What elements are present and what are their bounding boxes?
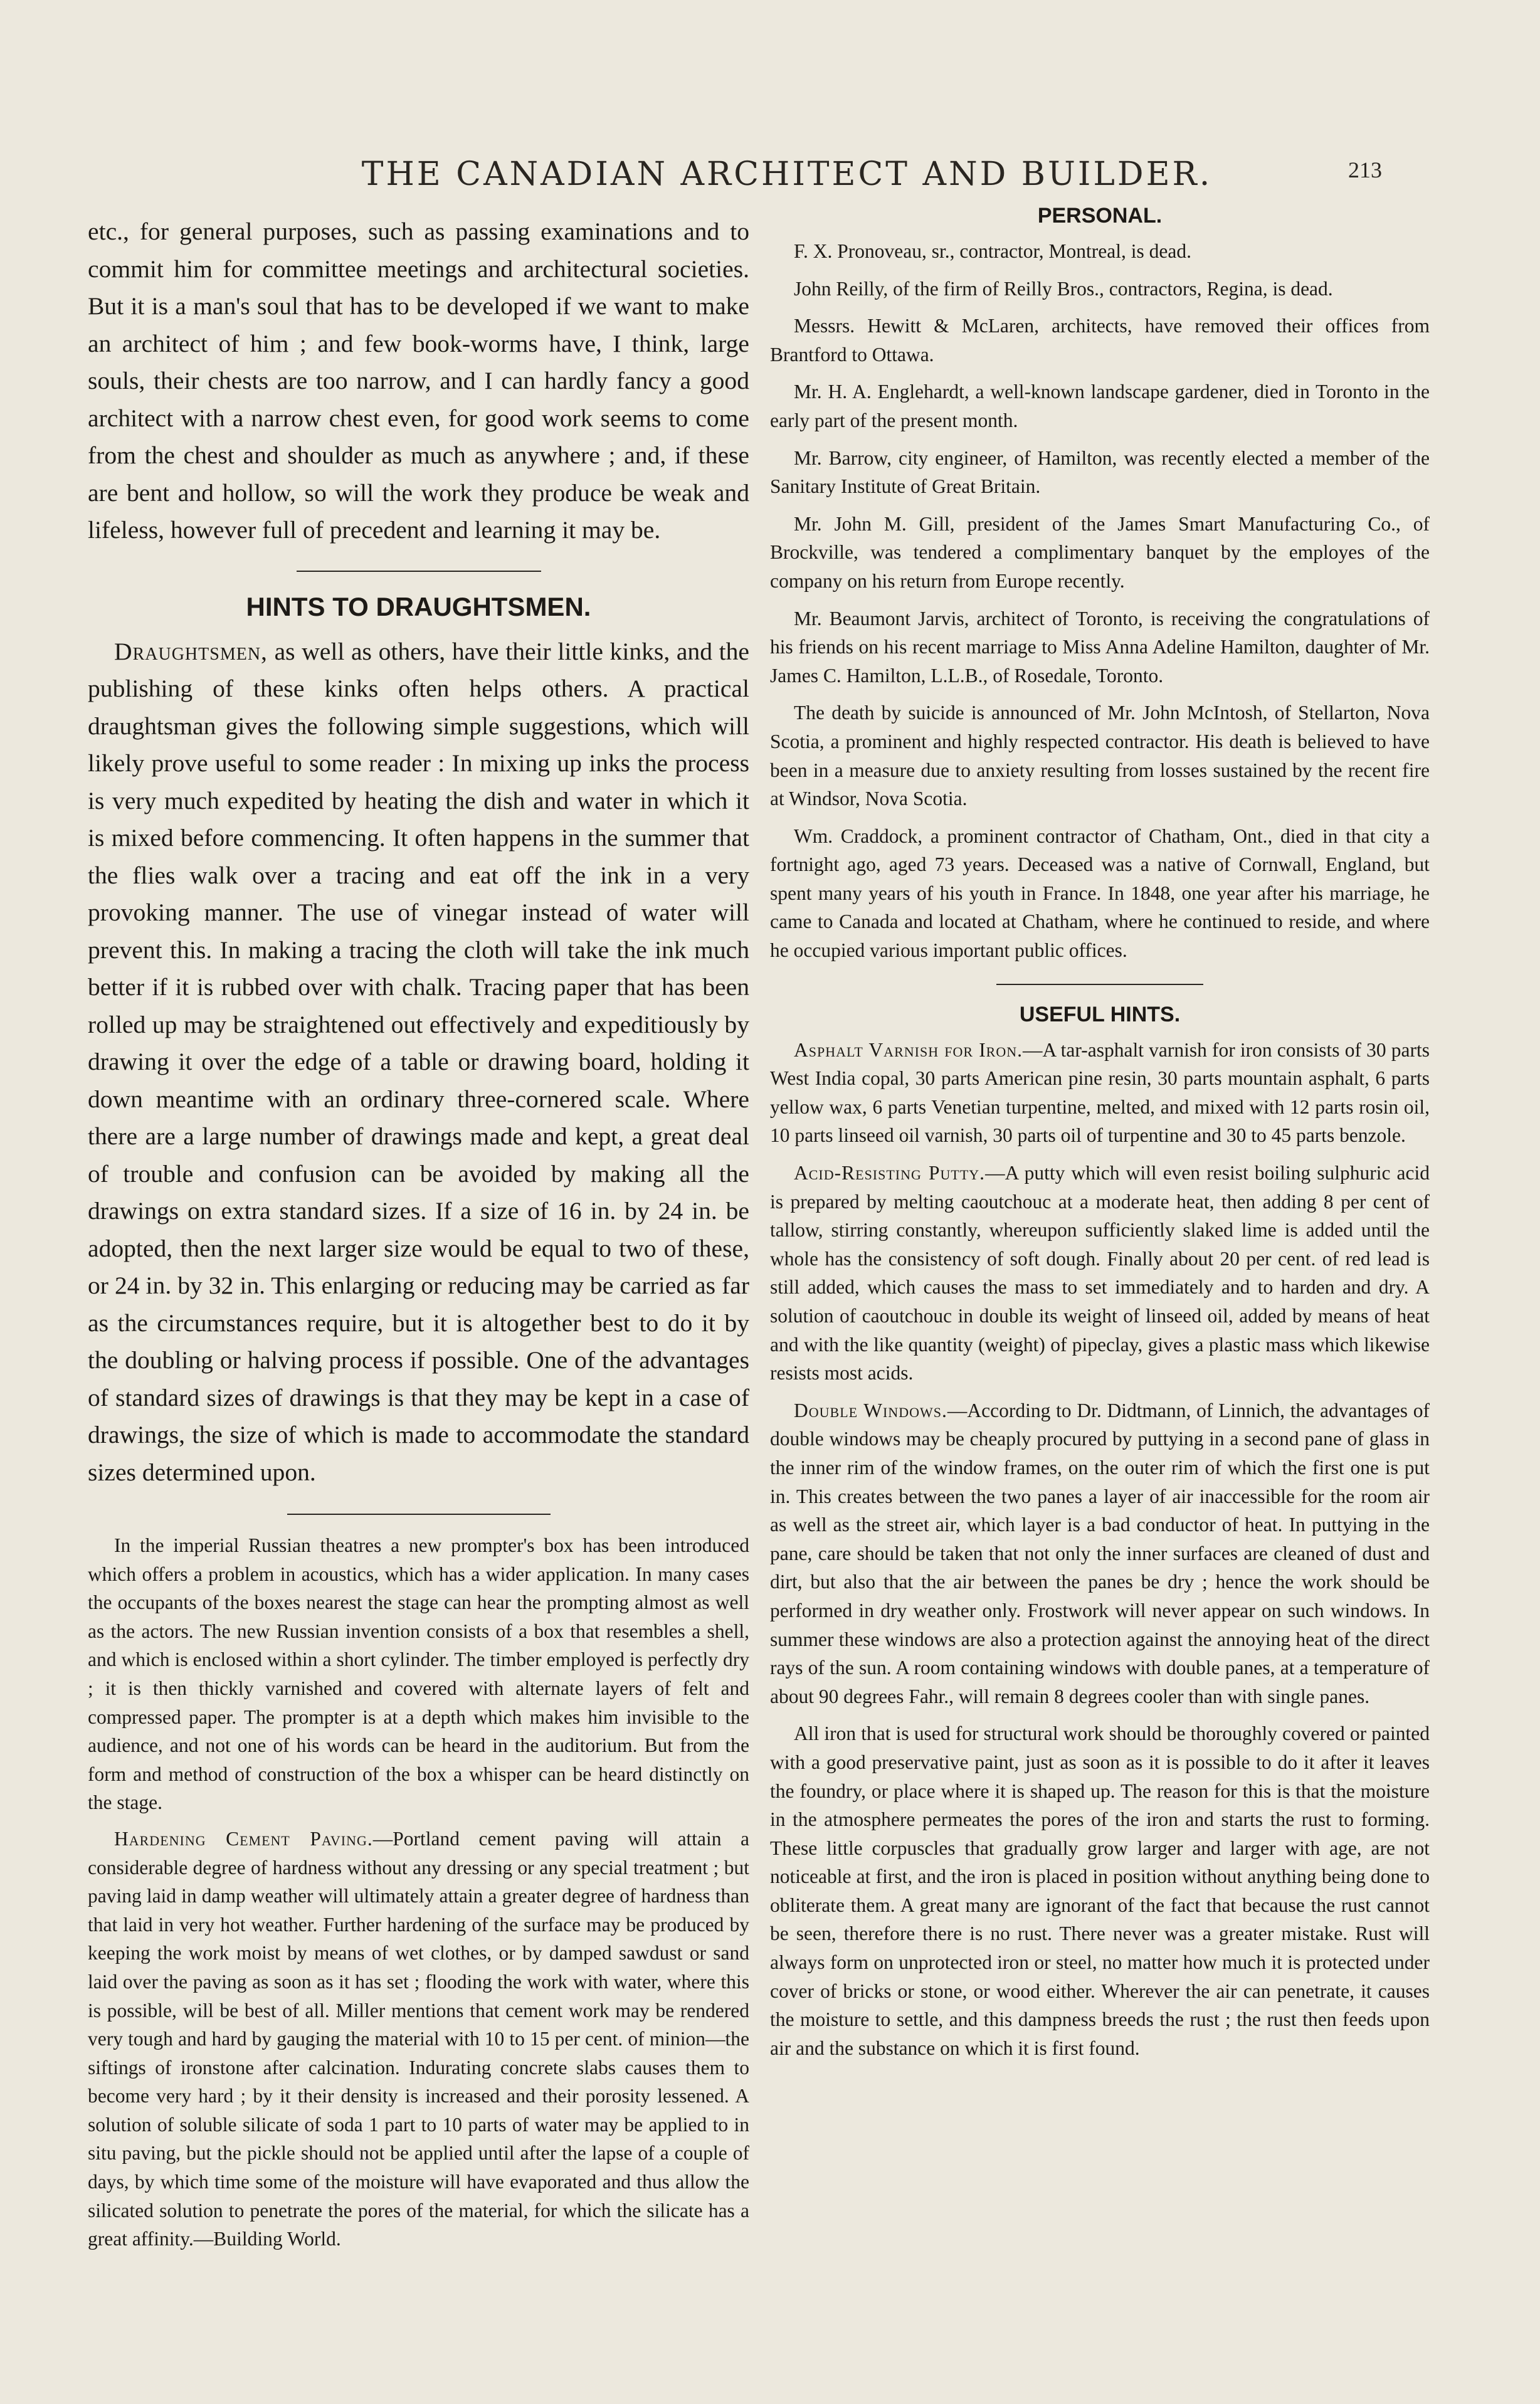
hint-asphalt-varnish: [770, 1036, 1430, 1150]
cement-paragraph: [88, 1825, 749, 2254]
personal-item: The death by suicide is announced of Mr. John McIntosh, of Stellarton, Nova Scotia, a prominent and highly respected contractor. His death is believed to have been in a measure due to anxiety resulting from losses sustained by the recent fire at Windsor, Nova Scotia.: [770, 702, 1430, 810]
hints-body: as well as others, have their little kinks, and the publishing of these kinks often helps others. A practical draughtsman gives the following simple suggestions, which will likely prove useful to some reader : In mixing up inks the process is very much expedited by heating the dish and water in which it is mixed before commencing. It often happens in the summer that the flies walk over a tracing and eat off the ink in a very provoking manner. The use of vinegar instead of water will prevent this. In making a tracing the cloth will take the ink much better if it is rubbed over with chalk. Tracing paper that has been rolled up may be straightened out effectively and expeditiously by drawing it over the edge of a table or drawing board, holding it down meantime with an ordinary three-cornered scale. Where there are a large number of drawings made and kept, a great deal of trouble and confusion can be avoided by making all the drawings on extra standard sizes. If a size of 16 in. by 24 in. be adopted, then the next larger size would be equal to two of these, or 24 in. by 32 in. This enlarging or reducing may be carried as far as the circumstances require, but it is altogether best to do it by the doubling or halving process if possible. One of the advantages of standard sizes of drawings is that they may be kept in a case of drawings, the size of which is made to accommodate the standard sizes determined upon.: [88, 637, 749, 1486]
personal-item: Mr. John M. Gill, president of the James Smart Manufacturing Co., of Brockville, was tendered a complimentary banquet by the employes of the company on his return from Europe recently.: [770, 512, 1430, 592]
hint-body: —A tar-asphalt varnish for iron consists of 30 parts West India copal, 30 parts American pine resin, 30 parts mountain asphalt, 6 parts yellow wax, 6 parts Venetian turpentine, melted, and mixed with 12 parts rosin oil, 10 parts linseed oil varnish, 30 parts oil of turpentine and 30 to 45 parts benzole.: [770, 1038, 1430, 1147]
personal-item: Mr. H. A. Englehardt, a well-known landscape gardener, died in Toronto in the early part of the present month.: [770, 381, 1430, 431]
personal-heading: PERSONAL.: [1037, 204, 1163, 228]
hint-body: —A putty which will even resist boiling sulphuric acid is prepared by melting caoutchouc at a moderate heat, then adding 8 per cent of tallow, stirring constantly, whereupon sufficiently slaked lime is added until the whole has the consistency of soft dough. Finally about 20 per cent. of red lead is still added, which causes the mass to set immediately and to harden and dry. A solution of caoutchouc in double its weight of linseed oil, added by means of heat and with the like quantity (weight) of pipeclay, gives a plastic mass which likewise resists most acids.: [770, 1162, 1430, 1384]
intro-paragraph: etc., for general purposes, such as passing examinations and to commit him for committee meetings and architectural societies. But it is a man's soul that has to be developed if we want to make an architect of him ; and few book-worms have, I think, large souls, their chests are too narrow, and I can hardly fancy a good architect with a narrow chest even, for good work seems to come from the chest and shoulder as much as anywhere ; and, if these are bent and hollow, so will the work they produce be weak and lifeless, however full of precedent and learning it may be.: [88, 218, 749, 544]
hint-double-windows: [770, 1396, 1430, 1711]
hint-lead: Acid-Resisting Putty.: [794, 1162, 986, 1184]
personal-item: F. X. Pronoveau, sr., contractor, Montreal, is dead.: [794, 240, 1191, 262]
useful-hints-heading: USEFUL HINTS.: [1019, 1002, 1181, 1026]
divider: [297, 571, 541, 572]
personal-list: [770, 237, 1430, 965]
cement-body: —Portland cement paving will attain a considerable degree of hardness without any dressing or any special treatment ; but paving laid in damp weather will ultimately attain a greater degree of hardness than that laid in very hot weather. Further hardening of the surface may be produced by keeping the work moist by means of wet clothes, or by damped sawdust or sand laid over the paving as soon as it has set ; flooding the work with water, where this is possible, will be best of all. Miller mentions that cement work may be rendered very tough and hard by gauging the material with 10 to 15 per cent. of minion—the siftings of ironstone after calcination. Indurating concrete slabs causes them to become very hard ; by it their density is increased and their porosity lessened. A solution of soluble silicate of soda 1 part to 10 parts of water may be applied to in situ paving, but the pickle should not be applied until after the lapse of a couple of days, by which time some of the moisture will have evaporated and thus allow the silicated solution to penetrate the pores of the material, for which the silicate has a great affinity.—Building World.: [88, 1827, 749, 2250]
personal-item: Mr. Beaumont Jarvis, architect of Toronto, is receiving the congratulations of his friends on his recent marriage to Miss Anna Adeline Hamilton, daughter of Mr. James C. Hamilton, L.L.B., of Rosedale, Toronto.: [770, 607, 1430, 687]
hint-body: All iron that is used for structural work should be thoroughly covered or painted with a good preservative paint, just as soon as it is possible to do it after it leaves the foundry, or place where it is shaped up. The reason for this is that the moisture in the atmosphere permeates the pores of the iron and starts the rust to forming. These little corpuscles that gradually grow larger and larger with age, are not noticeable at first, and the iron is placed in position without anything being done to obliterate them. A great many are ignorant of the fact that because the rust cannot be seen, therefore there is no rust. There never was a greater mistake. Rust will always form on unprotected iron or steel, no matter how much it is protected under cover of bricks or stone, or wood either. Wherever the air can penetrate, it causes the moisture to settle, and this dampness breeds the rust ; the rust then feeds upon air and the substance on which it is first found.: [770, 1722, 1430, 2059]
hint-acid-putty: [770, 1159, 1430, 1388]
personal-item: Wm. Craddock, a prominent contractor of Chatham, Ont., died in that city a fortnight ago, aged 73 years. Deceased was a native of Cornwall, England, but spent many years of his youth in France. In 1848, one year after his marriage, he came to Canada and located at Chatham, where he continued to reside, and where he occupied various important public offices.: [770, 825, 1430, 962]
hint-lead: Asphalt Varnish for Iron.: [794, 1038, 1023, 1061]
running-title: THE CANADIAN ARCHITECT AND BUILDER.: [361, 156, 1213, 193]
personal-item: Messrs. Hewitt & McLaren, architects, have removed their offices from Brantford to Ottawa.: [770, 315, 1430, 366]
hint-body: —According to Dr. Didtmann, of Linnich, the advantages of double windows may be cheaply procured by puttying in a second pane of glass in the inner rim of the window frames, on the outer rim of which the first one is put in. This creates between the two panes a layer of air inaccessible for the room air as well as the street air, which layer is a bad conductor of heat. In puttying in the pane, care should be taken that not only the inner surfaces are cleaned of dust and dirt, but also that the air between the panes be dry ; hence the work should be performed in dry weather only. Frostwork will never appear on such windows. In summer these windows are also a protection against the annoying heat of the direct rays of the sun. A room containing windows with double panes, at a temperature of about 90 degrees Fahr., will remain 8 degrees cooler than with single panes.: [770, 1399, 1430, 1707]
right-column: [770, 204, 1430, 2071]
page-number: 213: [1348, 157, 1382, 182]
hints-heading: HINTS TO DRAUGHTSMEN.: [246, 591, 591, 621]
prompter-paragraph: In the imperial Russian theatres a new prompter's box has been introduced which offers a problem in acoustics, which has a wider application. In many cases the occupants of the boxes nearest the stage can hear the prompting almost as well as the actors. The new Russian invention consists of a box that resembles a shell, and which is enclosed within a short cylinder. The timber employed is perfectly dry ; it is then thickly varnished and covered with alternate layers of felt and compressed paper. The prompter is at a depth which makes him invisible to the audience, and not one of his words can be heard in the auditorium. But from the form and method of construction of the box a whisper can be heard distinctly on the stage.: [88, 1534, 749, 1814]
hints-paragraph: [88, 633, 749, 1492]
left-column: [88, 213, 749, 2254]
hints-lead: Draughtsmen,: [114, 637, 268, 665]
divider: [287, 1514, 551, 1515]
hint-lead: Double Windows.: [794, 1399, 947, 1421]
divider: [996, 984, 1203, 985]
cement-lead: Hardening Cement Paving.: [114, 1827, 373, 1850]
personal-item: John Reilly, of the firm of Reilly Bros., contractors, Regina, is dead.: [794, 277, 1333, 300]
hint-iron-rust: [770, 1719, 1430, 2062]
personal-item: Mr. Barrow, city engineer, of Hamilton, was recently elected a member of the Sanitary Institute of Great Britain.: [770, 446, 1430, 498]
